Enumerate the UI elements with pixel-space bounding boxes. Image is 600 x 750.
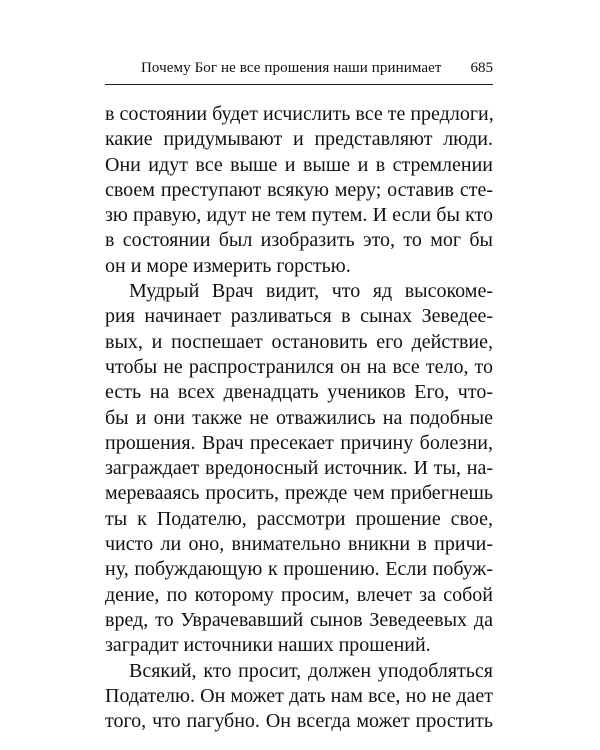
text-line: Они идут все выше и выше и в стремлении <box>105 153 493 176</box>
text-line: Мудрый Врач видит, что яд высокоме- <box>129 280 493 303</box>
text-line: прошения. Врач пресекает причину болезни, <box>105 431 493 454</box>
text-line: заграждает вредоносный источник. И ты, на- <box>105 457 493 480</box>
text-line: чисто ли оно, внимательно вникни в причи- <box>105 533 493 556</box>
page-number: 685 <box>470 60 493 76</box>
text-line: меревааясь просить, прежде чем прибегнешь <box>105 482 493 505</box>
text-line: ты к Подателю, рассмотри прошение свое, <box>105 507 493 530</box>
text-line: того, что пагубно. Он всегда может простить <box>105 710 493 733</box>
text-line: вред, то Уврачевавший сынов Зеведеевых да <box>105 608 493 631</box>
text-line: он и море измерить горстью. <box>105 254 351 277</box>
text-line: чтобы не распространился он на все тело, то <box>105 355 493 378</box>
header-rule <box>105 84 493 85</box>
running-head <box>105 60 493 82</box>
text-line: дение, по которому просим, влечет за собой <box>105 583 493 606</box>
text-line: Всякий, кто просит, должен уподобляться <box>129 659 493 682</box>
body-text <box>105 102 493 734</box>
text-line: зю правую, идут не тем путем. И если бы кто <box>105 204 493 227</box>
running-title: Почему Бог не все прошения наши принимает <box>141 60 442 76</box>
text-line: в состоянии будет исчислить все те предлоги, <box>105 103 494 125</box>
text-line: бы и они также не отважились на подобные <box>105 406 493 429</box>
text-line: заградит источники наших прошений. <box>105 634 431 657</box>
text-line: рия начинает разливаться в сынах Зеведее- <box>105 305 493 328</box>
text-line: в состоянии был изобразить это, то мог бы <box>105 229 493 252</box>
text-line: Подателю. Он может дать нам все, но не дает <box>105 684 493 707</box>
text-line: какие придумывают и представляют люди. <box>105 128 493 151</box>
text-line: ну, побуждающую к прошению. Если побуж- <box>105 558 493 581</box>
text-line: есть на всех двенадцать учеников Его, что- <box>105 381 493 404</box>
text-line: вых, и поспешает остановить его действие, <box>105 330 493 353</box>
text-line: своем преступают всякую меру; оставив сте- <box>105 178 493 201</box>
